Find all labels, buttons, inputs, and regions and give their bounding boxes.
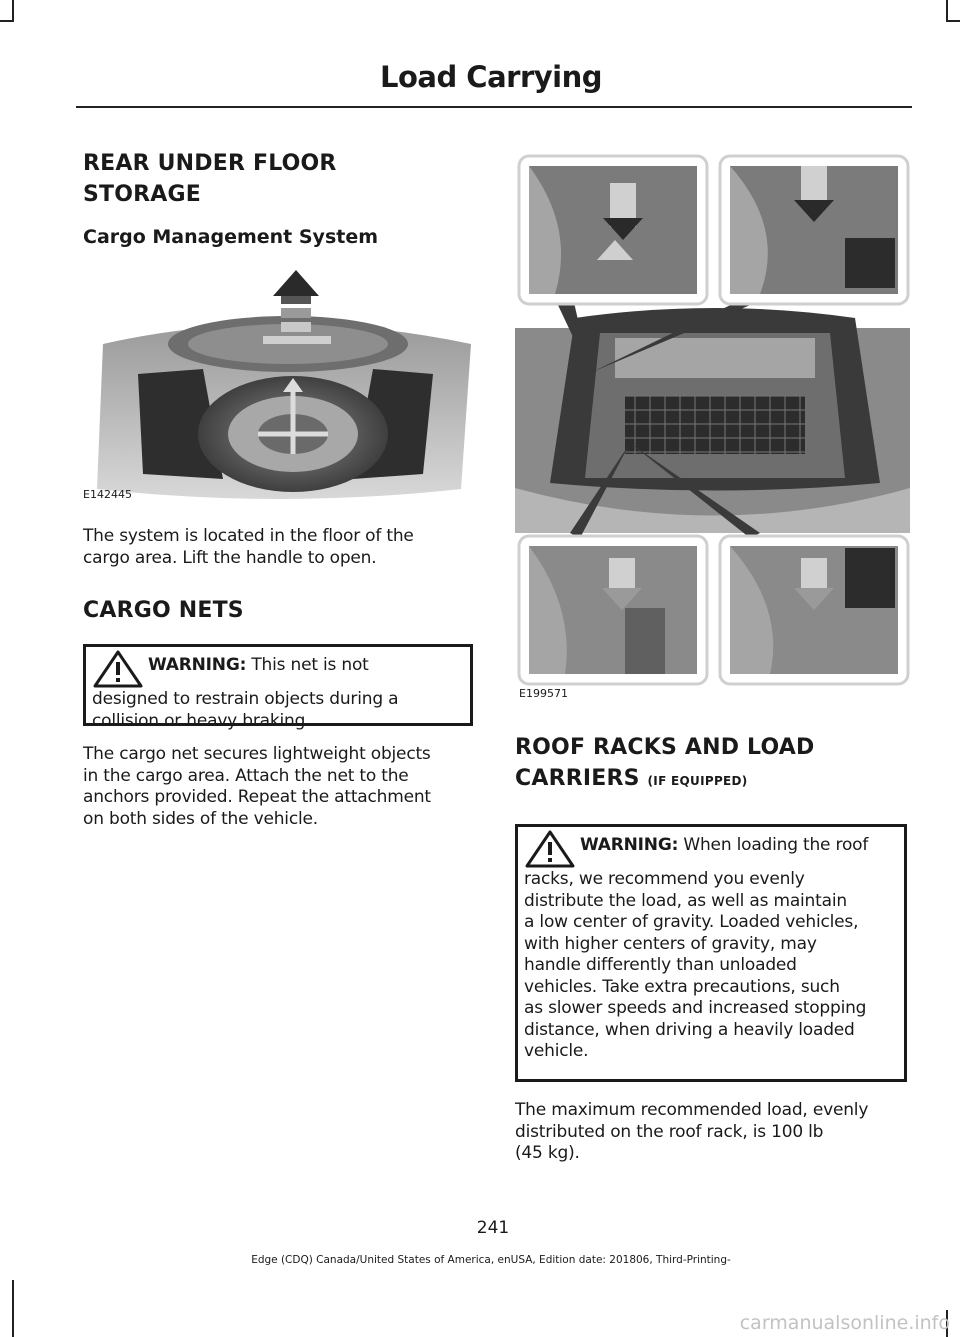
crop-mark-top-left-v [12,0,14,22]
inset-bottom-right [720,536,908,684]
header [0,60,960,94]
arrow-segment [281,308,311,318]
crop-mark-top-right-v [946,0,948,22]
warning-box-cargo-nets: WARNING: This net is not designed to restrain objects during a collision or heavy braking. [83,644,473,726]
warning-box-roof-racks: WARNING: When loading the roof racks, we recommend you evenly distribute the load, as well as maintain a low center of gravity. Loaded vehicles, with higher centers of gravity, may handle differently than unloaded vehicles. Take extra precautions, such as slower speeds and increased stopping distance, when driving a heavily loaded vehicle. [515,824,907,1082]
crop-mark-top-left-h [0,20,14,22]
paragraph-cargo-net: The cargo net secures lightweight objects in the cargo area. Attach the net to the anchors provided. Repeat the attachment on both sides of the vehicle. [83,744,431,829]
paragraph-max-load: The maximum recommended load, evenly distributed on the roof rack, is 100 lb (45 kg). [515,1100,869,1163]
cargo-net [625,396,805,454]
section-title-roof-racks: ROOF RACKS AND LOAD CARRIERS (IF EQUIPPED) [515,735,815,791]
figure-code: E142445 [83,488,132,501]
section-title-rear-storage: REAR UNDER FLOOR STORAGE [83,151,337,207]
section-title-cargo-nets: CARGO NETS [83,598,244,623]
inset-top-right [720,156,908,304]
arrow-up-icon [273,270,319,296]
cargo-net-illustration [515,148,910,688]
edition-info: Edge (CDQ) Canada/United States of America, enUSA, Edition date: 201806, Third-Printing- [251,1254,731,1266]
warning-icon [524,829,576,869]
header-rule [76,106,912,108]
figure-cargo-net-attach [515,148,910,703]
subtitle-cargo-management: Cargo Management System [83,226,379,248]
watermark: carmanualsonline.info [739,1312,950,1334]
inset-bottom-left [519,536,707,684]
arrow-segment [281,322,311,332]
right-column [515,148,910,1165]
crop-mark-top-right-h [946,20,960,22]
figure-code: E199571 [519,687,568,700]
figure-cargo-floor [83,264,475,514]
left-column [83,148,475,830]
page-title: Load Carrying [379,60,602,94]
cargo-floor-illustration [83,264,475,499]
page-number: 241 [476,1218,510,1238]
inset-top-left [519,156,707,304]
crop-mark-bottom-left-v [12,1280,14,1337]
warning-icon [92,649,144,689]
paragraph-system-location: The system is located in the floor of the cargo area. Lift the handle to open. [83,526,414,568]
